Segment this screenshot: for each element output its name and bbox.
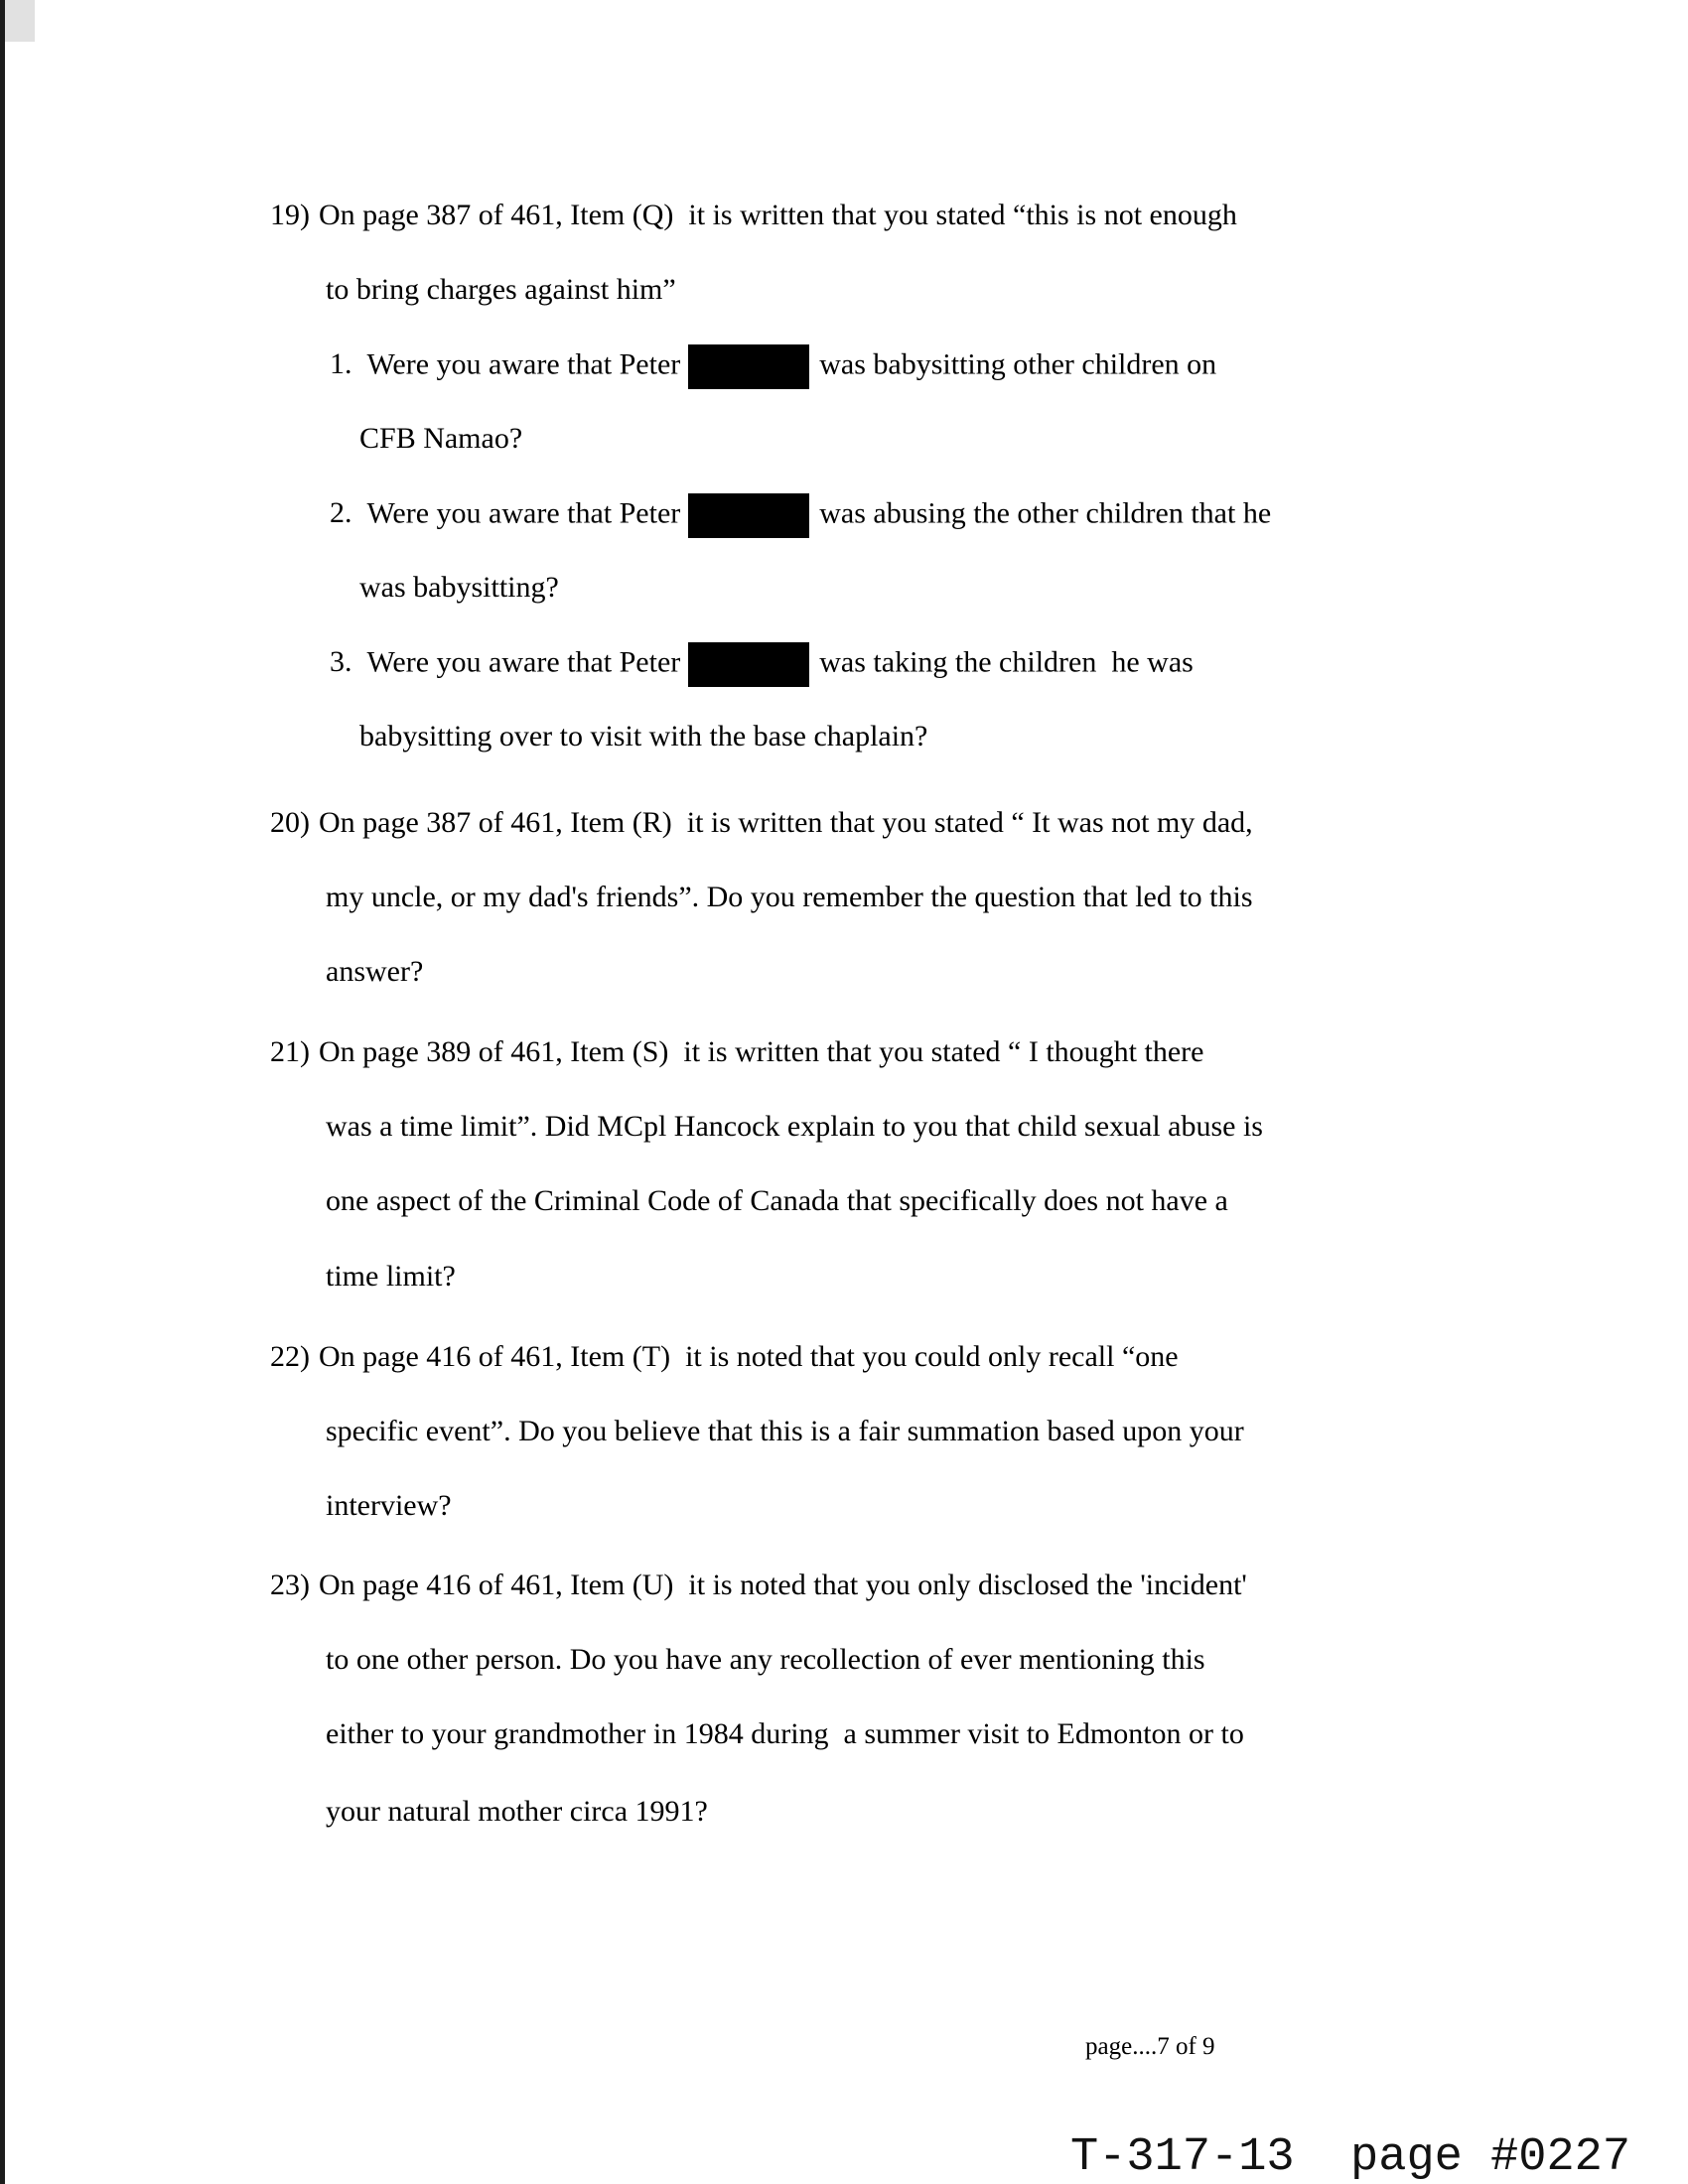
question-22-text-1: On page 416 of 461, Item (T) it is noted that you could only recall “one — [319, 1340, 1179, 1373]
redaction-box — [688, 344, 809, 389]
sub-2-text-post: was abusing the other children that he — [819, 496, 1272, 530]
sub-1-text-pre: Were you aware that Peter — [366, 347, 681, 381]
question-19-sub-2-line-1 — [330, 493, 1271, 533]
sub-2-number: 2. — [330, 496, 352, 530]
question-22-line-2: specific event”. Do you believe that this is a fair summation based upon your — [326, 1415, 1244, 1447]
question-23-number: 23) — [270, 1569, 310, 1601]
question-20-line-2: my uncle, or my dad's friends”. Do you remember the question that led to this — [326, 881, 1253, 913]
redaction-box — [688, 493, 809, 538]
question-20-line-3: answer? — [326, 955, 424, 988]
question-23-line-4: your natural mother circa 1991? — [326, 1795, 708, 1828]
question-19-sub-2-line-2: was babysitting? — [359, 571, 559, 604]
question-22-line-3: interview? — [326, 1489, 452, 1522]
question-21-line-1 — [270, 1032, 1203, 1072]
question-21-text-1: On page 389 of 461, Item (S) it is written that you stated “ I thought there — [319, 1035, 1204, 1068]
scan-smudge-artifact — [5, 0, 35, 42]
scan-edge-artifact — [0, 0, 5, 2184]
court-file-stamp: T-317-13 page #0227 — [1070, 2131, 1631, 2184]
question-19-sub-1-line-1 — [330, 344, 1216, 384]
question-21-line-4: time limit? — [326, 1260, 456, 1293]
question-19-line-1 — [270, 196, 1237, 235]
question-19-line-2: to bring charges against him” — [326, 273, 676, 306]
question-21-line-2: was a time limit”. Did MCpl Hancock explain to you that child sexual abuse is — [326, 1110, 1263, 1143]
question-19-number: 19) — [270, 199, 310, 231]
sub-2-text-pre: Were you aware that Peter — [366, 496, 681, 530]
sub-3-number: 3. — [330, 645, 352, 679]
page-indicator: page....7 of 9 — [1085, 2033, 1215, 2060]
question-21-number: 21) — [270, 1035, 310, 1068]
redaction-box — [688, 642, 809, 687]
question-20-line-1 — [270, 803, 1253, 843]
question-23-text-1: On page 416 of 461, Item (U) it is noted that you only disclosed the 'incident' — [319, 1569, 1247, 1601]
question-20-number: 20) — [270, 806, 310, 839]
sub-3-text-post: was taking the children he was — [819, 645, 1194, 679]
question-23-line-2: to one other person. Do you have any recollection of ever mentioning this — [326, 1643, 1205, 1676]
question-19-sub-3-line-1 — [330, 642, 1194, 682]
question-19-sub-1-line-2: CFB Namao? — [359, 422, 523, 455]
question-23-line-1 — [270, 1566, 1247, 1605]
question-22-line-1 — [270, 1337, 1179, 1377]
question-19-text-1: On page 387 of 461, Item (Q) it is written that you stated “this is not enough — [319, 199, 1237, 231]
question-22-number: 22) — [270, 1340, 310, 1373]
question-19-sub-3-line-2: babysitting over to visit with the base chaplain? — [359, 720, 928, 752]
question-21-line-3: one aspect of the Criminal Code of Canada that specifically does not have a — [326, 1184, 1228, 1217]
sub-1-text-post: was babysitting other children on — [819, 347, 1217, 381]
question-23-line-3: either to your grandmother in 1984 during a summer visit to Edmonton or to — [326, 1717, 1244, 1750]
question-20-text-1: On page 387 of 461, Item (R) it is written that you stated “ It was not my dad, — [319, 806, 1253, 839]
sub-3-text-pre: Were you aware that Peter — [366, 645, 681, 679]
sub-1-number: 1. — [330, 347, 352, 381]
